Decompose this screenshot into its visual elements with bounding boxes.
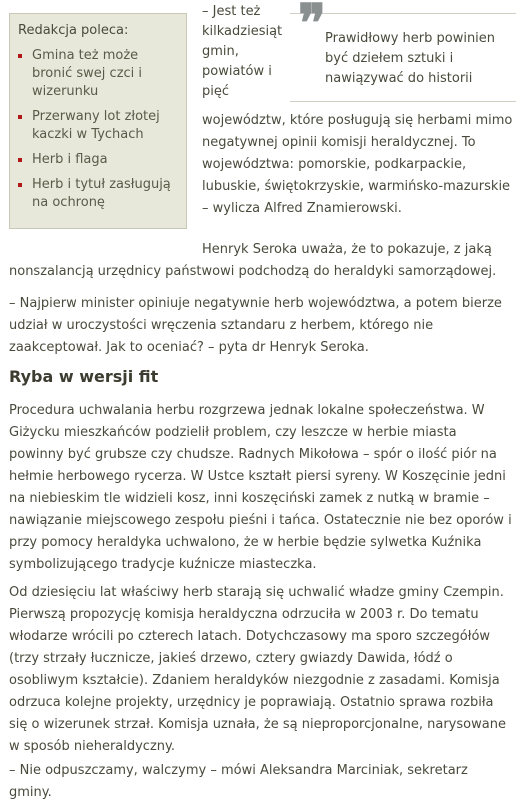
- recommended-link-4[interactable]: Herb i tytuł zasługują na ochronę: [18, 176, 178, 212]
- paragraph-minister: – Najpierw minister opiniuje negatywnie herb województwa, a potem bierze udział w uroczystości wręczenia sztandaru z herbem, którego nie zaakceptował. Jak to oceniać? – pyta dr Henryk Seroka.: [9, 296, 502, 355]
- paragraph-seroka: Henryk Seroka uważa, że to pokazuje, z jaką nonszalancją urzędnicy państwowi podchodzą do heraldyki samorządowej.: [9, 242, 497, 279]
- recommended-link-1[interactable]: Gmina też może bronić swej czci i wizerunku: [18, 47, 178, 101]
- paragraph-marciniak: – Nie odpuszczamy, walczymy – mówi Aleksandra Marciniak, sekretarz gminy.: [9, 763, 468, 800]
- pull-quote: Prawidłowy herb powinien być dziełem sztuki i nawiązywać do historii: [325, 31, 496, 86]
- article-intro-narrow: – Jest też kilkadziesiąt gmin, powiatów i pięć: [202, 4, 283, 99]
- article-intro-continued: województw, które posługują się herbami mimo negatywnej opinii komisji heraldycznej. To województwa: pomorskie, podkarpackie, lubuskie, świętokrzyskie, warmińsko-mazurskie – wylicza Alfred Znamierowski.: [202, 113, 513, 216]
- recommended-box: [9, 13, 187, 229]
- recommended-link-3[interactable]: Herb i flaga: [18, 151, 178, 169]
- quote-mark-icon: ❞: [298, 0, 326, 54]
- recommended-title: Redakcja poleca:: [18, 23, 129, 38]
- paragraph-czempin: Od dziesięciu lat właściwy herb starają się uchwalić władze gminy Czempin. Pierwszą propozycję komisja heraldyczna odrzuciła w 2003 r. Do tematu włodarze wrócili po czterech latach. Dotychczasowy ma sporo szczegółów (trzy strzały łucznicze, jakieś drzewo, cztery gwiazdy Dawida, łódź o osobliwym kształcie). Zdaniem heraldyków niezgodnie z zasadami. Komisja odrzuca kolejne projekty, urzędnicy je poprawiają. Ostatnio sprawa rozbiła się o wizerunek strzał. Komisja uznała, że są nieproporcjonalne, narysowane w sposób nieheraldyczny.: [9, 585, 506, 754]
- section-heading: Ryba w wersji fit: [9, 367, 159, 387]
- recommended-link-2[interactable]: Przerwany lot złotej kaczki w Tychach: [18, 108, 178, 144]
- paragraph-ryba: Procedura uchwalania herbu rozgrzewa jednak lokalne społeczeństwa. W Giżycku mieszkańców podzielił problem, czy leszcze w herbie miasta powinny być grubsze czy chudsze. Radnych Mikołowa – spór o ilość piór na hełmie herbowego rycerza. W Ustce kształt piersi syreny. W Koszęcinie jedni na niebieskim tle widzieli kosz, inni koszęciński zamek z nutką w bramie – nawiązanie miejscowego zespołu pieśni i tańca. Ostatecznie nie bez oporów i przy pomocy heraldyka uchwalono, że w herbie będzie sylwetka Kuźnika symbolizującego tradycje kuźnicze miasteczka.: [9, 403, 512, 572]
- pull-quote-bottom-rule: [290, 101, 516, 102]
- recommended-list: [18, 47, 178, 212]
